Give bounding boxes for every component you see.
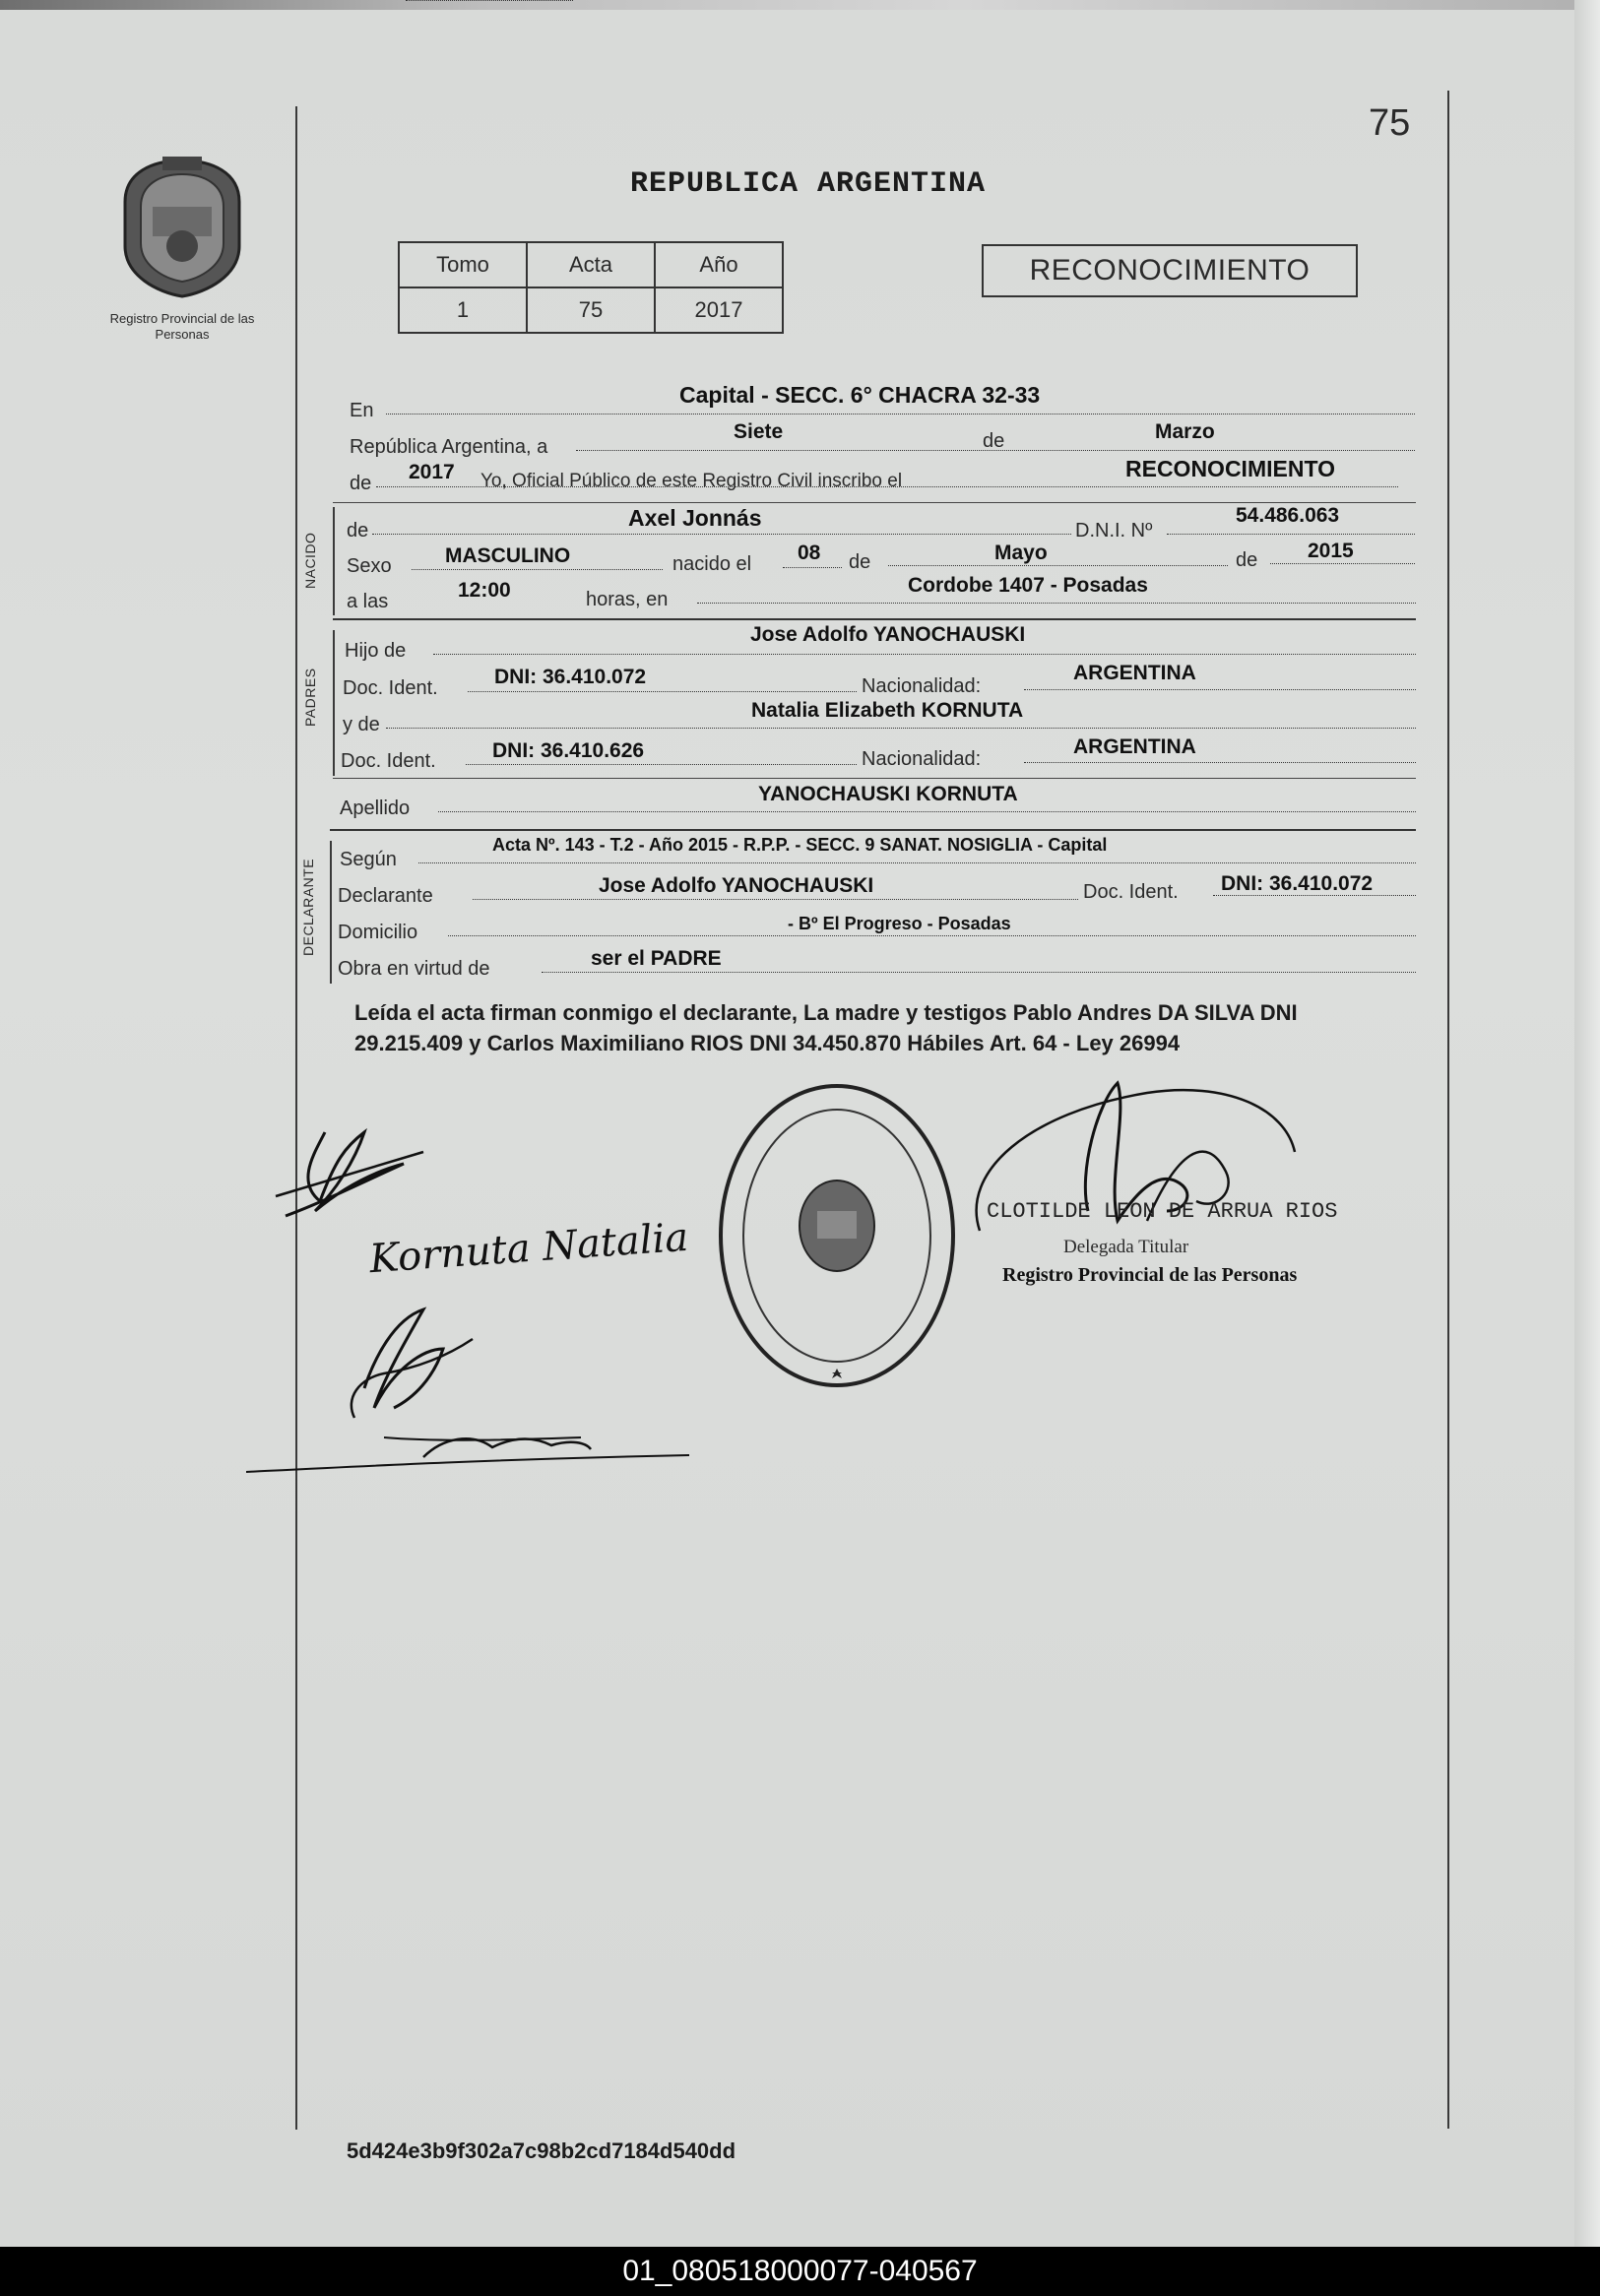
- dotted-line: [1167, 534, 1415, 535]
- section-divider: [333, 618, 1416, 620]
- mother-doc: DNI: 36.410.626: [492, 739, 645, 762]
- father-nationality: ARGENTINA: [1073, 662, 1196, 684]
- record-type-box: RECONOCIMIENTO: [982, 244, 1358, 297]
- registry-logo: [113, 153, 251, 300]
- mother-nationality: ARGENTINA: [1073, 735, 1196, 758]
- closing-paragraph: Leída el acta firman conmigo el declarante, La madre y testigos Pablo Andres DA SILVA DNI 29.215.409 y Carlos Maximiliano RIOS DNI 34.450.870 Hábiles Art. 64 - Ley 26994: [354, 1000, 1298, 1055]
- padres-side-label: PADRES: [302, 668, 318, 727]
- de-label: de: [1236, 549, 1258, 571]
- table-value-tomo: 1: [399, 287, 527, 333]
- father-name: Jose Adolfo YANOCHAUSKI: [750, 623, 1026, 646]
- dotted-line: [1024, 762, 1416, 763]
- doc-ident-label: Doc. Ident.: [343, 677, 438, 699]
- section-bracket: [333, 507, 335, 615]
- birth-month: Mayo: [994, 542, 1048, 564]
- nacido-side-label: NACIDO: [302, 532, 318, 589]
- dotted-line: [448, 935, 1416, 936]
- dotted-line: [433, 654, 1416, 655]
- child-name: Axel Jonnás: [628, 505, 762, 531]
- document-hash: 5d424e3b9f302a7c98b2cd7184d540dd: [347, 2138, 736, 2163]
- official-org: Registro Provincial de las Personas: [1002, 1264, 1298, 1286]
- dotted-line: [386, 728, 1416, 729]
- y-de-label: y de: [343, 714, 380, 735]
- obra-label: Obra en virtud de: [338, 958, 490, 980]
- official-title: Delegada Titular: [1063, 1237, 1189, 1257]
- birth-time: 12:00: [458, 579, 511, 602]
- apellido-label: Apellido: [340, 797, 411, 819]
- scan-edge: [1574, 0, 1600, 2247]
- segun-value: Acta Nº. 143 - T.2 - Año 2015 - R.P.P. - SECC. 9 SANAT. NOSIGLIA - Capital: [492, 835, 1108, 855]
- dotted-line: [386, 414, 1415, 415]
- dotted-line: [372, 534, 1071, 535]
- domicilio-value: - Bº El Progreso - Posadas: [788, 914, 1011, 933]
- birth-place: Cordobe 1407 - Posadas: [908, 574, 1148, 597]
- horas-label: horas, en: [586, 589, 669, 610]
- year-value: 2017: [409, 461, 455, 483]
- section-divider: [333, 778, 1416, 779]
- dotted-line: [542, 972, 1416, 973]
- dotted-line: [1024, 689, 1416, 690]
- en-label: En: [350, 400, 374, 421]
- page-title: REPUBLICA ARGENTINA: [630, 167, 987, 201]
- sexo-value: MASCULINO: [445, 544, 571, 567]
- hijo-de-label: Hijo de: [345, 640, 407, 662]
- a-las-label: a las: [347, 591, 389, 612]
- dotted-line: [418, 862, 1416, 863]
- table-value-anio: 2017: [655, 287, 783, 333]
- footer-id: 01_080518000077-040567: [0, 2247, 1600, 2296]
- republica-label: República Argentina, a: [350, 436, 548, 458]
- declarante-name: Jose Adolfo YANOCHAUSKI: [599, 874, 874, 897]
- declarante-label: Declarante: [338, 885, 433, 907]
- dotted-line: [888, 565, 1228, 566]
- dotted-line: [466, 764, 857, 765]
- section-divider: [330, 829, 1416, 831]
- dotted-line: [468, 691, 857, 692]
- record-table: [398, 241, 784, 334]
- dotted-line: [697, 603, 1416, 604]
- de-label: de: [983, 430, 1005, 452]
- obra-value: ser el PADRE: [591, 947, 722, 970]
- section-divider: [333, 502, 1416, 503]
- declarante-doc: DNI: 36.410.072: [1221, 872, 1374, 895]
- mother-name: Natalia Elizabeth KORNUTA: [751, 699, 1024, 722]
- birth-day: 08: [798, 542, 821, 564]
- logo-caption: Registro Provincial de las Personas: [109, 311, 255, 342]
- scan-shadow: [0, 0, 1600, 10]
- domicilio-label: Domicilio: [338, 922, 418, 943]
- section-bracket: [330, 841, 332, 984]
- act-value: RECONOCIMIENTO: [1125, 456, 1335, 481]
- segun-label: Según: [340, 849, 397, 870]
- dotted-line: [473, 899, 1078, 900]
- sexo-label: Sexo: [347, 555, 392, 577]
- doc-ident-label: Doc. Ident.: [341, 750, 436, 772]
- place-value: Capital - SECC. 6° CHACRA 32-33: [679, 382, 1041, 408]
- dni-label: D.N.I. Nº: [1075, 520, 1153, 542]
- official-seal: [714, 1078, 960, 1393]
- right-margin-line: [1447, 91, 1449, 2129]
- handwritten-name: Kornuta Natalia: [367, 1214, 690, 1283]
- table-header-anio: Año: [655, 242, 783, 287]
- day-value: Siete: [734, 420, 784, 443]
- table-value-acta: 75: [527, 287, 655, 333]
- birth-year: 2015: [1308, 540, 1354, 562]
- dotted-line: [1270, 563, 1415, 564]
- nacido-el-label: nacido el: [672, 553, 752, 575]
- section-bracket: [333, 630, 335, 776]
- apellido-value: YANOCHAUSKI KORNUTA: [758, 783, 1018, 805]
- de-label: de: [350, 473, 372, 494]
- dotted-line: [412, 569, 663, 570]
- nacionalidad-label: Nacionalidad:: [862, 675, 982, 697]
- declarante-side-label: DECLARANTE: [300, 858, 316, 956]
- table-header-acta: Acta: [527, 242, 655, 287]
- dotted-line: [438, 811, 1416, 812]
- father-doc: DNI: 36.410.072: [494, 666, 647, 688]
- nacido-de-label: de: [347, 520, 369, 542]
- month-value: Marzo: [1155, 420, 1215, 443]
- dotted-line: [406, 0, 573, 1]
- table-header-tomo: Tomo: [399, 242, 527, 287]
- page-number: 75: [1369, 102, 1411, 144]
- de-label: de: [849, 551, 871, 573]
- dotted-line: [783, 567, 842, 568]
- signatures-left: [246, 1093, 699, 1487]
- doc-ident-label: Doc. Ident.: [1083, 881, 1179, 903]
- oficial-text: Yo, Oficial Público de este Registro Civil inscribo el: [480, 471, 903, 491]
- nacionalidad-label: Nacionalidad:: [862, 748, 982, 770]
- child-dni: 54.486.063: [1236, 504, 1340, 527]
- official-name: CLOTILDE LEON DE ARRUA RIOS: [987, 1199, 1338, 1224]
